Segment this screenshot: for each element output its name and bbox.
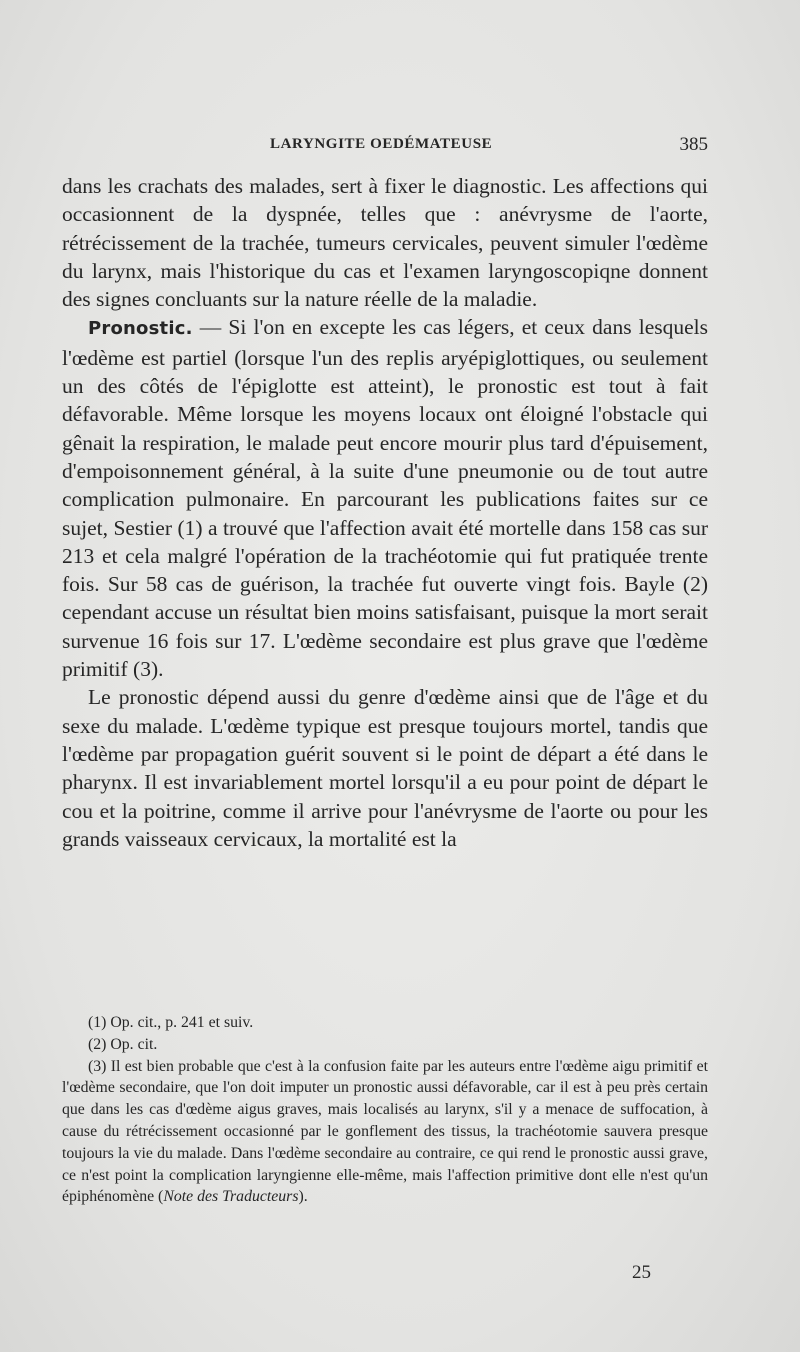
footnote-3 bbox=[62, 1056, 708, 1209]
page-header bbox=[62, 134, 708, 164]
paragraph-pronostic-depend: Le pronostic dépend aussi du genre d'œdème ainsi que de l'âge et du sexe du malade. L'œdème typique est presque toujours mortel, tandis que l'œdème par propagation guérit souvent si le point de départ a été dans le pharynx. Il est invariablement mortel lorsqu'il a eu pour point de départ le cou et la poitrine, comme il arrive pour l'anévrysme de l'aorte ou pour les grands vaisseaux cervicaux, la mortalité est la bbox=[62, 685, 708, 851]
paragraph-diagnostic: dans les crachats des malades, sert à fixer le diagnostic. Les affections qui occasionnent de la dyspnée, telles que : anévrysme de l'aorte, rétrécissement de la trachée, tumeurs cervicales, peuvent simuler l'œdème du larynx, mais l'historique du cas et l'examen laryngoscopiqne donnent des signes concluants sur la nature réelle de la maladie. bbox=[62, 174, 708, 312]
paragraph-pronostic-text: — Si l'on en excepte les cas légers, et ceux dans lesquels l'œdème est partiel (lorsque l'un des replis aryépiglottiques, ou seulement un des côtés de l'épiglotte est atteint), le pronostic est tout à fait défavorable. Même lorsque les moyens locaux ont éloigné l'obstacle qui gênait la respiration, le malade peut encore mourir plus tard d'épuisement, d'empoisonnement général, à la suite d'une pneumonie ou de tout autre complication pulmonaire. En parcourant les publications faites sur ce sujet, Sestier (1) a trouvé que l'affection avait été mortelle dans 158 cas sur 213 et cela malgré l'opération de la trachéotomie qui fut pratiquée trente fois. Sur 58 cas de guérison, la trachée fut ouverte vingt fois. Bayle (2) cependant accuse un résultat bien moins satisfaisant, puisque la mort serait survenue 16 fois sur 17. L'œdème secondaire est plus grave que l'œdème primitif (3). bbox=[62, 315, 708, 682]
main-text bbox=[62, 172, 708, 853]
signature-mark: 25 bbox=[632, 1262, 651, 1283]
footnotes bbox=[62, 1012, 708, 1208]
paragraph-pronostic bbox=[62, 313, 708, 683]
footnote-3-end: ). bbox=[298, 1188, 308, 1206]
footnote-1: (1) Op. cit., p. 241 et suiv. bbox=[88, 1014, 254, 1031]
page-number: 385 bbox=[679, 134, 708, 155]
running-title: LARYNGITE OEDÉMATEUSE bbox=[270, 136, 493, 152]
footnote-2: (2) Op. cit. bbox=[88, 1035, 158, 1053]
footnote-3-text: (3) Il est bien probable que c'est à la confusion faite par les auteurs entre l'œdème aigu primitif et l'œdème secondaire, que l'on doit imputer un pronostic aussi défavorable, car il est à peu près certain que dans les cas d'œdème aigus graves, mais localisés au larynx, s'il y a menace de suffocation, à cause du rétrécissement occasionné par le gonflement des tissus, la trachéotomie sauvera presque toujours la vie du malade. Dans l'œdème secondaire au contraire, ce qui rend le pronostic aussi grave, ce n'est point la complication laryngienne elle-même, mais l'affection primitive dont elle n'est qu'un épiphénomène ( bbox=[62, 1057, 708, 1206]
footnote-3-note: Note des Traducteurs bbox=[163, 1188, 299, 1206]
section-heading-pronostic: Pronostic. bbox=[88, 318, 193, 340]
